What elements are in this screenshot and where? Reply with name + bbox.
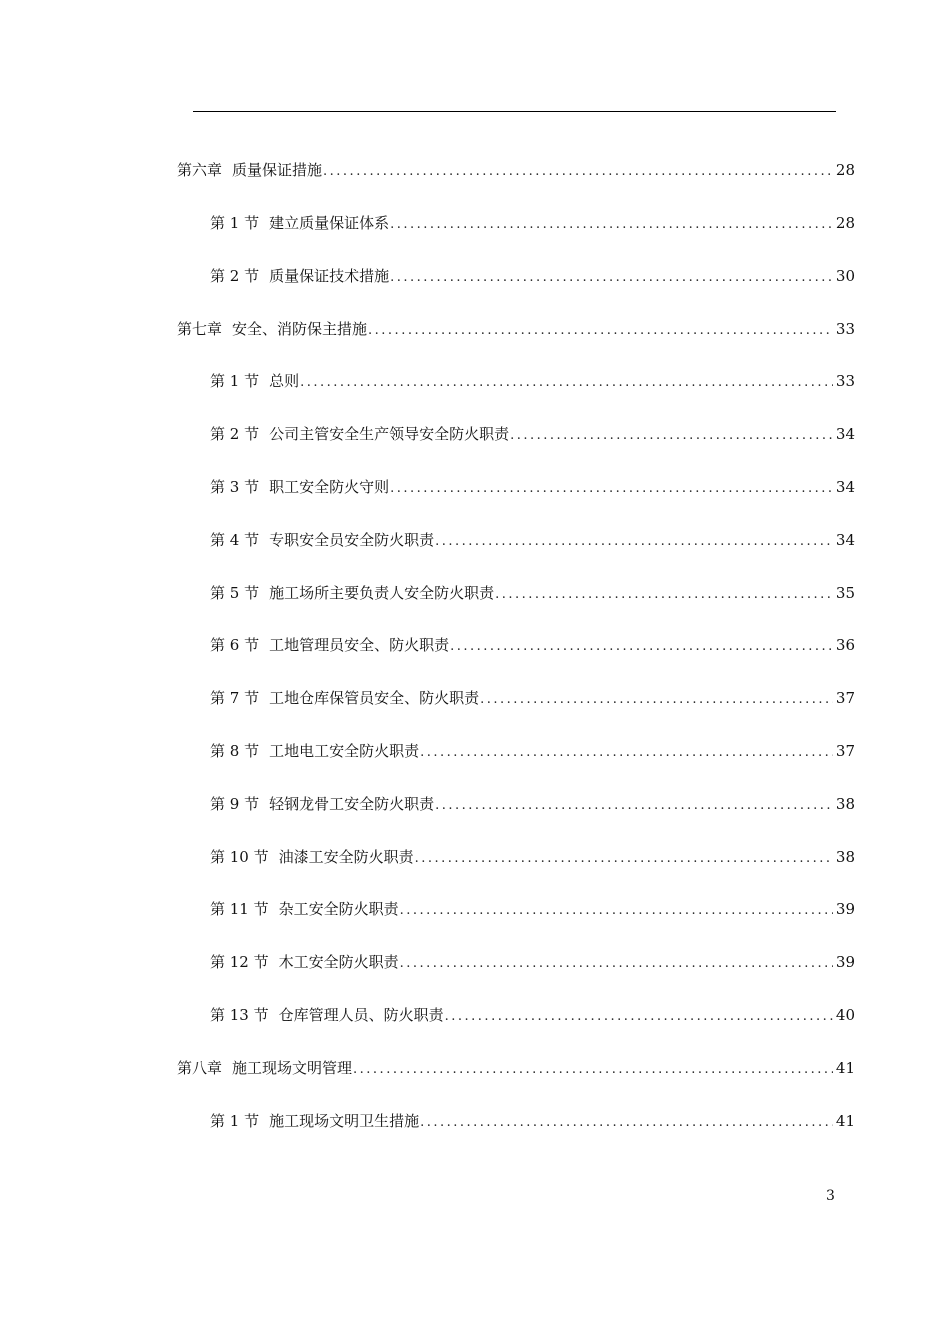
toc-entry-title: 总则 xyxy=(269,372,300,390)
toc-entry-page: 41 xyxy=(835,1112,855,1130)
toc-entry-number: 第 4 节 xyxy=(210,531,260,549)
dot-leader xyxy=(495,583,833,607)
toc-entry-section[interactable] xyxy=(0,1109,855,1133)
dot-leader xyxy=(480,688,833,712)
toc-entry-section[interactable] xyxy=(0,475,855,499)
toc-entry-number: 第 1 节 xyxy=(210,1112,260,1130)
toc-entry-section[interactable] xyxy=(0,686,855,710)
toc-entry-number: 第 13 节 xyxy=(210,1006,269,1024)
toc-entry-page: 38 xyxy=(835,848,855,866)
toc-entry-page: 40 xyxy=(835,1006,855,1024)
toc-entry-number: 第 12 节 xyxy=(210,953,269,971)
toc-entry-section[interactable] xyxy=(0,845,855,869)
toc-entry-title: 质量保证技术措施 xyxy=(269,267,390,285)
toc-entry-number: 第七章 xyxy=(177,320,223,338)
dot-leader xyxy=(353,1058,833,1082)
toc-entry-title: 轻钢龙骨工安全防火职责 xyxy=(269,795,435,813)
toc-entry-title: 建立质量保证体系 xyxy=(269,214,390,232)
toc-entry-page: 35 xyxy=(835,584,855,602)
dot-leader xyxy=(400,899,833,923)
toc-entry-section[interactable] xyxy=(0,633,855,657)
dot-leader xyxy=(390,213,833,237)
toc-entry-page: 33 xyxy=(835,320,855,338)
toc-entry-title: 质量保证措施 xyxy=(232,161,323,179)
dot-leader xyxy=(420,1111,833,1135)
toc-entry-chapter[interactable] xyxy=(0,1056,855,1080)
toc-entry-page: 34 xyxy=(835,425,855,443)
toc-entry-section[interactable] xyxy=(0,739,855,763)
toc-entry-number: 第 8 节 xyxy=(210,742,260,760)
toc-entry-page: 39 xyxy=(835,900,855,918)
toc-entry-page: 37 xyxy=(835,742,855,760)
toc-entry-number: 第 5 节 xyxy=(210,584,260,602)
toc-entry-section[interactable] xyxy=(0,211,855,235)
dot-leader xyxy=(415,847,833,871)
toc-entry-chapter[interactable] xyxy=(0,158,855,182)
toc-entry-section[interactable] xyxy=(0,897,855,921)
toc-entry-title: 施工现场文明卫生措施 xyxy=(269,1112,420,1130)
dot-leader xyxy=(400,952,833,976)
toc-entry-page: 39 xyxy=(835,953,855,971)
dot-leader xyxy=(435,530,833,554)
toc-entry-title: 施工现场文明管理 xyxy=(232,1059,353,1077)
toc-entry-title: 职工安全防火守则 xyxy=(269,478,390,496)
toc-entry-page: 28 xyxy=(835,214,855,232)
toc-entry-number: 第 1 节 xyxy=(210,214,260,232)
toc-entry-section[interactable] xyxy=(0,422,855,446)
toc-entry-title: 施工场所主要负责人安全防火职责 xyxy=(269,584,495,602)
dot-leader xyxy=(450,635,833,659)
toc-entry-number: 第 9 节 xyxy=(210,795,260,813)
toc-entry-page: 30 xyxy=(835,267,855,285)
toc-entry-page: 34 xyxy=(835,478,855,496)
toc-entry-title: 工地管理员安全、防火职责 xyxy=(269,636,450,654)
toc-entry-number: 第 7 节 xyxy=(210,689,260,707)
toc-entry-title: 公司主管安全生产领导安全防火职责 xyxy=(269,425,510,443)
toc-entry-title: 仓库管理人员、防火职责 xyxy=(278,1006,444,1024)
toc-entry-page: 33 xyxy=(835,372,855,390)
toc-entry-page: 34 xyxy=(835,531,855,549)
dot-leader xyxy=(323,160,833,184)
toc-entry-section[interactable] xyxy=(0,264,855,288)
toc-entry-section[interactable] xyxy=(0,369,855,393)
toc-entry-number: 第 1 节 xyxy=(210,372,260,390)
page-number: 3 xyxy=(826,1188,835,1204)
toc-entry-chapter[interactable] xyxy=(0,317,855,341)
toc-entry-page: 28 xyxy=(835,161,855,179)
toc-entry-title: 木工安全防火职责 xyxy=(278,953,399,971)
toc-entry-page: 41 xyxy=(835,1059,855,1077)
dot-leader xyxy=(435,794,833,818)
toc-entry-number: 第 2 节 xyxy=(210,425,260,443)
toc-entry-title: 工地仓库保管员安全、防火职责 xyxy=(269,689,480,707)
toc-entry-number: 第六章 xyxy=(177,161,223,179)
toc-entry-number: 第 3 节 xyxy=(210,478,260,496)
toc-entry-page: 38 xyxy=(835,795,855,813)
toc-entry-title: 杂工安全防火职责 xyxy=(278,900,399,918)
dot-leader xyxy=(390,477,833,501)
toc-entry-number: 第八章 xyxy=(177,1059,223,1077)
toc-entry-title: 专职安全员安全防火职责 xyxy=(269,531,435,549)
dot-leader xyxy=(445,1005,833,1029)
dot-leader xyxy=(510,424,833,448)
toc-entry-title: 工地电工安全防火职责 xyxy=(269,742,420,760)
dot-leader xyxy=(390,266,833,290)
toc-entry-number: 第 10 节 xyxy=(210,848,269,866)
toc-entry-number: 第 2 节 xyxy=(210,267,260,285)
toc-entry-section[interactable] xyxy=(0,581,855,605)
toc-entry-section[interactable] xyxy=(0,792,855,816)
dot-leader xyxy=(420,741,833,765)
toc-entry-page: 36 xyxy=(835,636,855,654)
toc-entry-section[interactable] xyxy=(0,1003,855,1027)
toc-entry-title: 安全、消防保主措施 xyxy=(232,320,368,338)
toc-entry-number: 第 11 节 xyxy=(210,900,269,918)
toc-entry-section[interactable] xyxy=(0,950,855,974)
toc-entry-page: 37 xyxy=(835,689,855,707)
toc-entry-section[interactable] xyxy=(0,528,855,552)
dot-leader xyxy=(300,371,833,395)
dot-leader xyxy=(368,319,833,343)
toc-entry-number: 第 6 节 xyxy=(210,636,260,654)
toc-entry-title: 油漆工安全防火职责 xyxy=(278,848,414,866)
